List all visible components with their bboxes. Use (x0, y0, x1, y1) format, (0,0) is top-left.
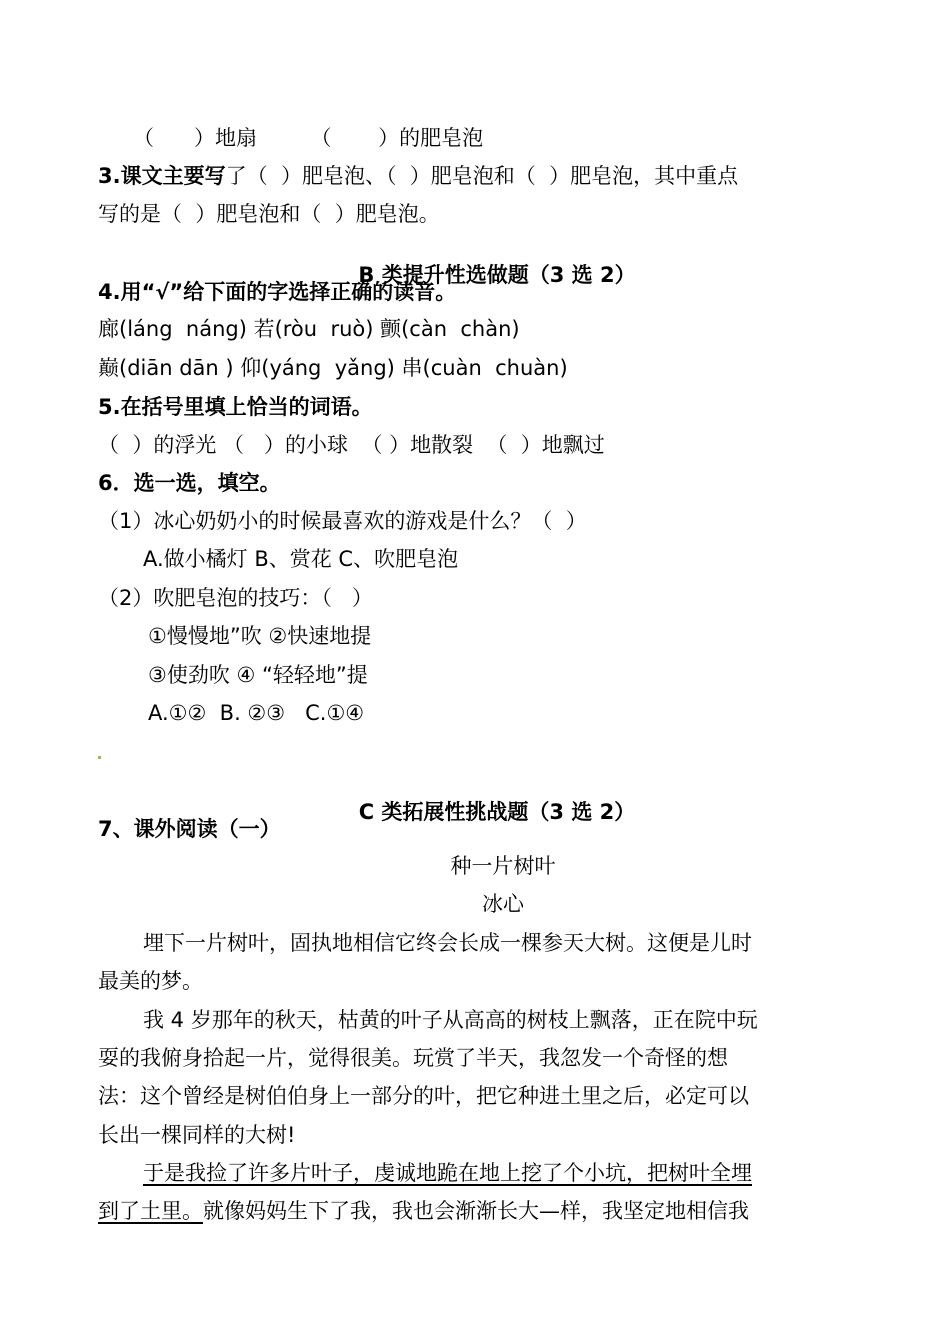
question-3-continued: 写的是（ ）肥皂泡和（ ）肥皂泡。 (98, 202, 440, 226)
question-7: 7、课外阅读（一） (98, 817, 281, 841)
paragraph-2-line-2: 耍的我俯身拾起一片，觉得很美。玩赏了半天，我忽发一个奇怪的想 (98, 1046, 728, 1070)
question-3-label: 3.课文主要写 (98, 164, 226, 188)
question-5-blanks: （ ）的浮光 （ ）的小球 （ ）地散裂 （ ）地飘过 (98, 433, 605, 457)
question-4-row-1: 廊(láng náng) 若(ròu ruò) 颤(càn chàn) (98, 317, 520, 341)
fill-blank-line: （ ）地扇 （ ）的肥皂泡 (133, 126, 484, 150)
paragraph-2-line-3: 法：这个曾经是树伯伯身上一部分的叶，把它种进土里之后，必定可以 (98, 1084, 749, 1108)
question-6-2: （2）吹肥皂泡的技巧：（ ） (98, 586, 373, 610)
section-c-heading: C 类拓展性挑战题（3 选 2） (358, 800, 636, 824)
stray-dot (98, 756, 101, 759)
question-6-2-item-b: ③使劲吹 ④ “轻轻地”提 (148, 663, 368, 687)
section-b-heading: B 类提升性选做题（3 选 2） (358, 263, 636, 287)
question-6-1-options: A.做小橘灯 B、赏花 C、吹肥皂泡 (143, 547, 459, 571)
paragraph-1-line-2: 最美的梦。 (98, 969, 203, 993)
passage-author: 冰心 (482, 892, 524, 916)
question-5: 5.在括号里填上恰当的词语。 (98, 395, 373, 419)
question-3-text: 了（ ）肥皂泡、（ ）肥皂泡和（ ）肥皂泡，其中重点 (225, 164, 739, 188)
paragraph-3-line-2-rest: 就像妈妈生下了我，我也会渐渐长大—样，我坚定地相信我 (203, 1199, 749, 1223)
paragraph-3-line-2 (98, 1198, 749, 1224)
paragraph-1-line-1: 埋下一片树叶，固执地相信它终会长成一棵参天大树。这便是儿时 (143, 931, 752, 955)
paragraph-2-line-1: 我 4 岁那年的秋天，枯黄的叶子从高高的树枝上飘落，正在院中玩 (143, 1008, 758, 1032)
question-6-1: （1）冰心奶奶小的时候最喜欢的游戏是什么？（ ） (98, 509, 587, 533)
question-6-2-options: A.①② B. ②③ C.①④ (148, 701, 365, 725)
passage-title: 种一片树叶 (450, 854, 556, 878)
paragraph-2-line-4: 长出一棵同样的大树! (98, 1123, 296, 1147)
question-4: 4.用“√”给下面的字选择正确的读音。 (98, 280, 457, 304)
paragraph-3-line-1: 于是我捡了许多片叶子，虔诚地跪在地上挖了个小坑，把树叶全埋 (143, 1161, 752, 1185)
underlined-phrase: 到了土里。 (98, 1199, 203, 1223)
question-3 (98, 163, 738, 189)
question-4-row-2: 巅(diān dān ) 仰(yáng yǎng) 串(cuàn chuàn) (98, 356, 568, 380)
question-6-2-item-a: ①慢慢地”吹 ②快速地提 (148, 624, 372, 648)
question-6: 6．选一选，填空。 (98, 471, 281, 495)
